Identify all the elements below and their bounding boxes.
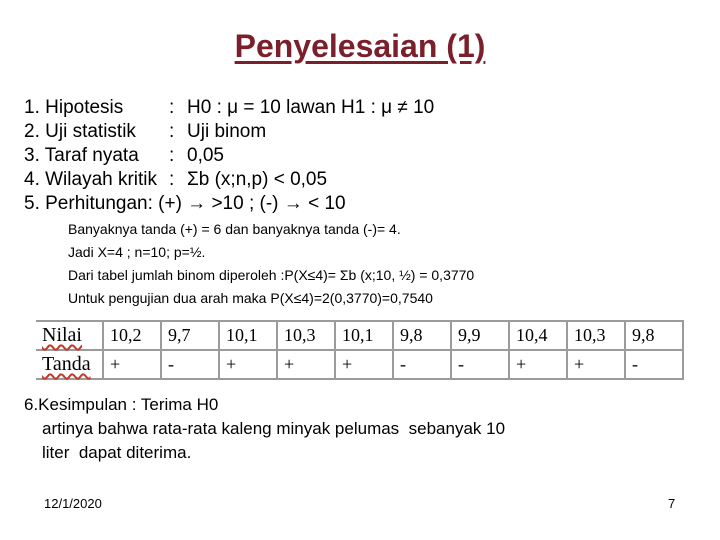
note-line: Dari tabel jumlah binom diperoleh :P(X≤4)= Σb (x;10, ½) = 0,3770 [68,267,475,283]
tanda-cell: - [625,350,683,379]
table-row-tanda [36,350,683,379]
nilai-cell: 10,3 [567,321,625,350]
step-separator: : [169,121,175,142]
step-label: 3. Taraf nyata [24,145,139,166]
tanda-cell: + [277,350,335,379]
step-value: (+) → >10 ; (-) → < 10 [158,193,346,214]
conclusion-line-2: liter dapat diterima. [42,443,192,462]
step-label: 4. Wilayah kritik [24,169,158,190]
table-row-nilai [36,321,683,350]
tanda-cell: - [451,350,509,379]
step-label: 2. Uji statistik [24,121,136,142]
nilai-cell: 10,2 [103,321,161,350]
step-value: Σb (x;n,p) < 0,05 [187,169,328,190]
step-label: 1. Hipotesis [24,97,124,118]
step-wilayah-kritik [24,169,327,191]
tanda-cell: - [393,350,451,379]
page-number: 7 [668,496,676,511]
tanda-cell: - [161,350,219,379]
slide-date: 12/1/2020 [44,496,102,511]
step-value: 0,05 [187,145,224,166]
nilai-cell: 9,8 [625,321,683,350]
note-line: Jadi X=4 ; n=10; p=½. [68,244,206,260]
step-hipotesis [24,97,434,119]
step-perhitungan [24,193,346,215]
step-value: Uji binom [187,121,267,142]
slide-title: Penyelesaian (1) [234,28,486,64]
tanda-cell: + [335,350,393,379]
step-separator: : [169,169,175,190]
row-header-nilai: Nilai [36,321,103,350]
step-taraf-nyata [24,145,224,167]
nilai-cell: 9,8 [393,321,451,350]
nilai-cell: 9,7 [161,321,219,350]
row-header-tanda: Tanda [36,350,103,379]
note-line: Banyaknya tanda (+) = 6 dan banyaknya tanda (-)= 4. [68,221,401,237]
step-value: H0 : μ = 10 lawan H1 : μ ≠ 10 [187,97,435,118]
nilai-cell: 10,1 [219,321,277,350]
tanda-cell: + [509,350,567,379]
tanda-cell: + [103,350,161,379]
note-line: Untuk pengujian dua arah maka P(X≤4)=2(0,3770)=0,7540 [68,290,433,306]
tanda-cell: + [219,350,277,379]
nilai-cell: 9,9 [451,321,509,350]
tanda-cell: + [567,350,625,379]
step-label: 5. Perhitungan: [24,193,153,214]
step-uji-statistik [24,121,266,143]
step-separator: : [169,97,175,118]
nilai-cell: 10,3 [277,321,335,350]
conclusion-line-1: artinya bahwa rata-rata kaleng minyak pelumas sebanyak 10 [42,419,506,438]
nilai-cell: 10,4 [509,321,567,350]
step-separator: : [169,145,175,166]
sign-table [36,320,684,380]
conclusion-heading: 6.Kesimpulan : Terima H0 [24,395,219,414]
nilai-cell: 10,1 [335,321,393,350]
